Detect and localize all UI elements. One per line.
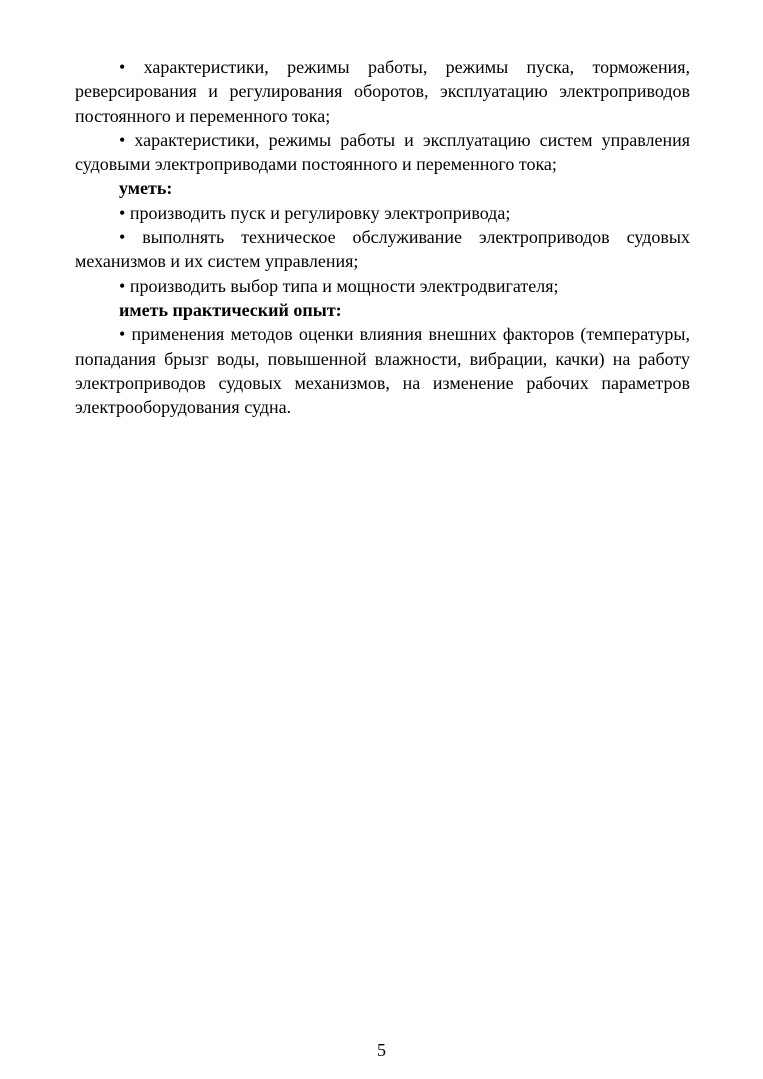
page-number: 5 [377,1040,386,1060]
experience-item-external-factors [75,322,690,419]
bullet-text: характеристики, режимы работы, режимы пуска, торможения, реверсирования и регулирования оборотов, эксплуатацию электроприводов постоянного и переменного тока; [75,57,690,126]
bullet-text: производить выбор типа и мощности электродвигателя; [129,275,559,296]
bullet-marker: • [119,324,126,345]
skill-item-motor-selection [75,274,690,298]
bullet-marker: • [119,129,126,150]
section-heading-skills: уметь: [119,178,173,199]
bullet-text: выполнять техническое обслуживание электроприводов судовых механизмов и их систем управления; [75,227,690,272]
bullet-marker: • [119,57,126,77]
bullet-text: характеристики, режимы работы и эксплуатацию систем управления судовыми электроприводами постоянного и переменного тока; [75,129,691,175]
page-body [75,55,690,419]
bullet-marker: • [119,227,126,248]
bullet-marker: • [119,275,126,296]
skill-item-start-regulation [75,201,690,225]
bullet-marker: • [119,202,126,223]
bullet-text: производить пуск и регулировку электропривода; [129,202,511,223]
section-heading-practical-experience: иметь практический опыт: [119,299,342,320]
knowledge-item-drive-characteristics [75,55,690,128]
bullet-text: применения методов оценки влияния внешних факторов (температуры, попадания брызг воды, повышенной влажности, вибрации, качки) на работу электроприводов судовых механизмов, на изменение рабочих параметров электрооборудования судна. [75,324,691,418]
knowledge-item-control-systems [75,128,690,177]
skill-item-maintenance [75,225,690,274]
